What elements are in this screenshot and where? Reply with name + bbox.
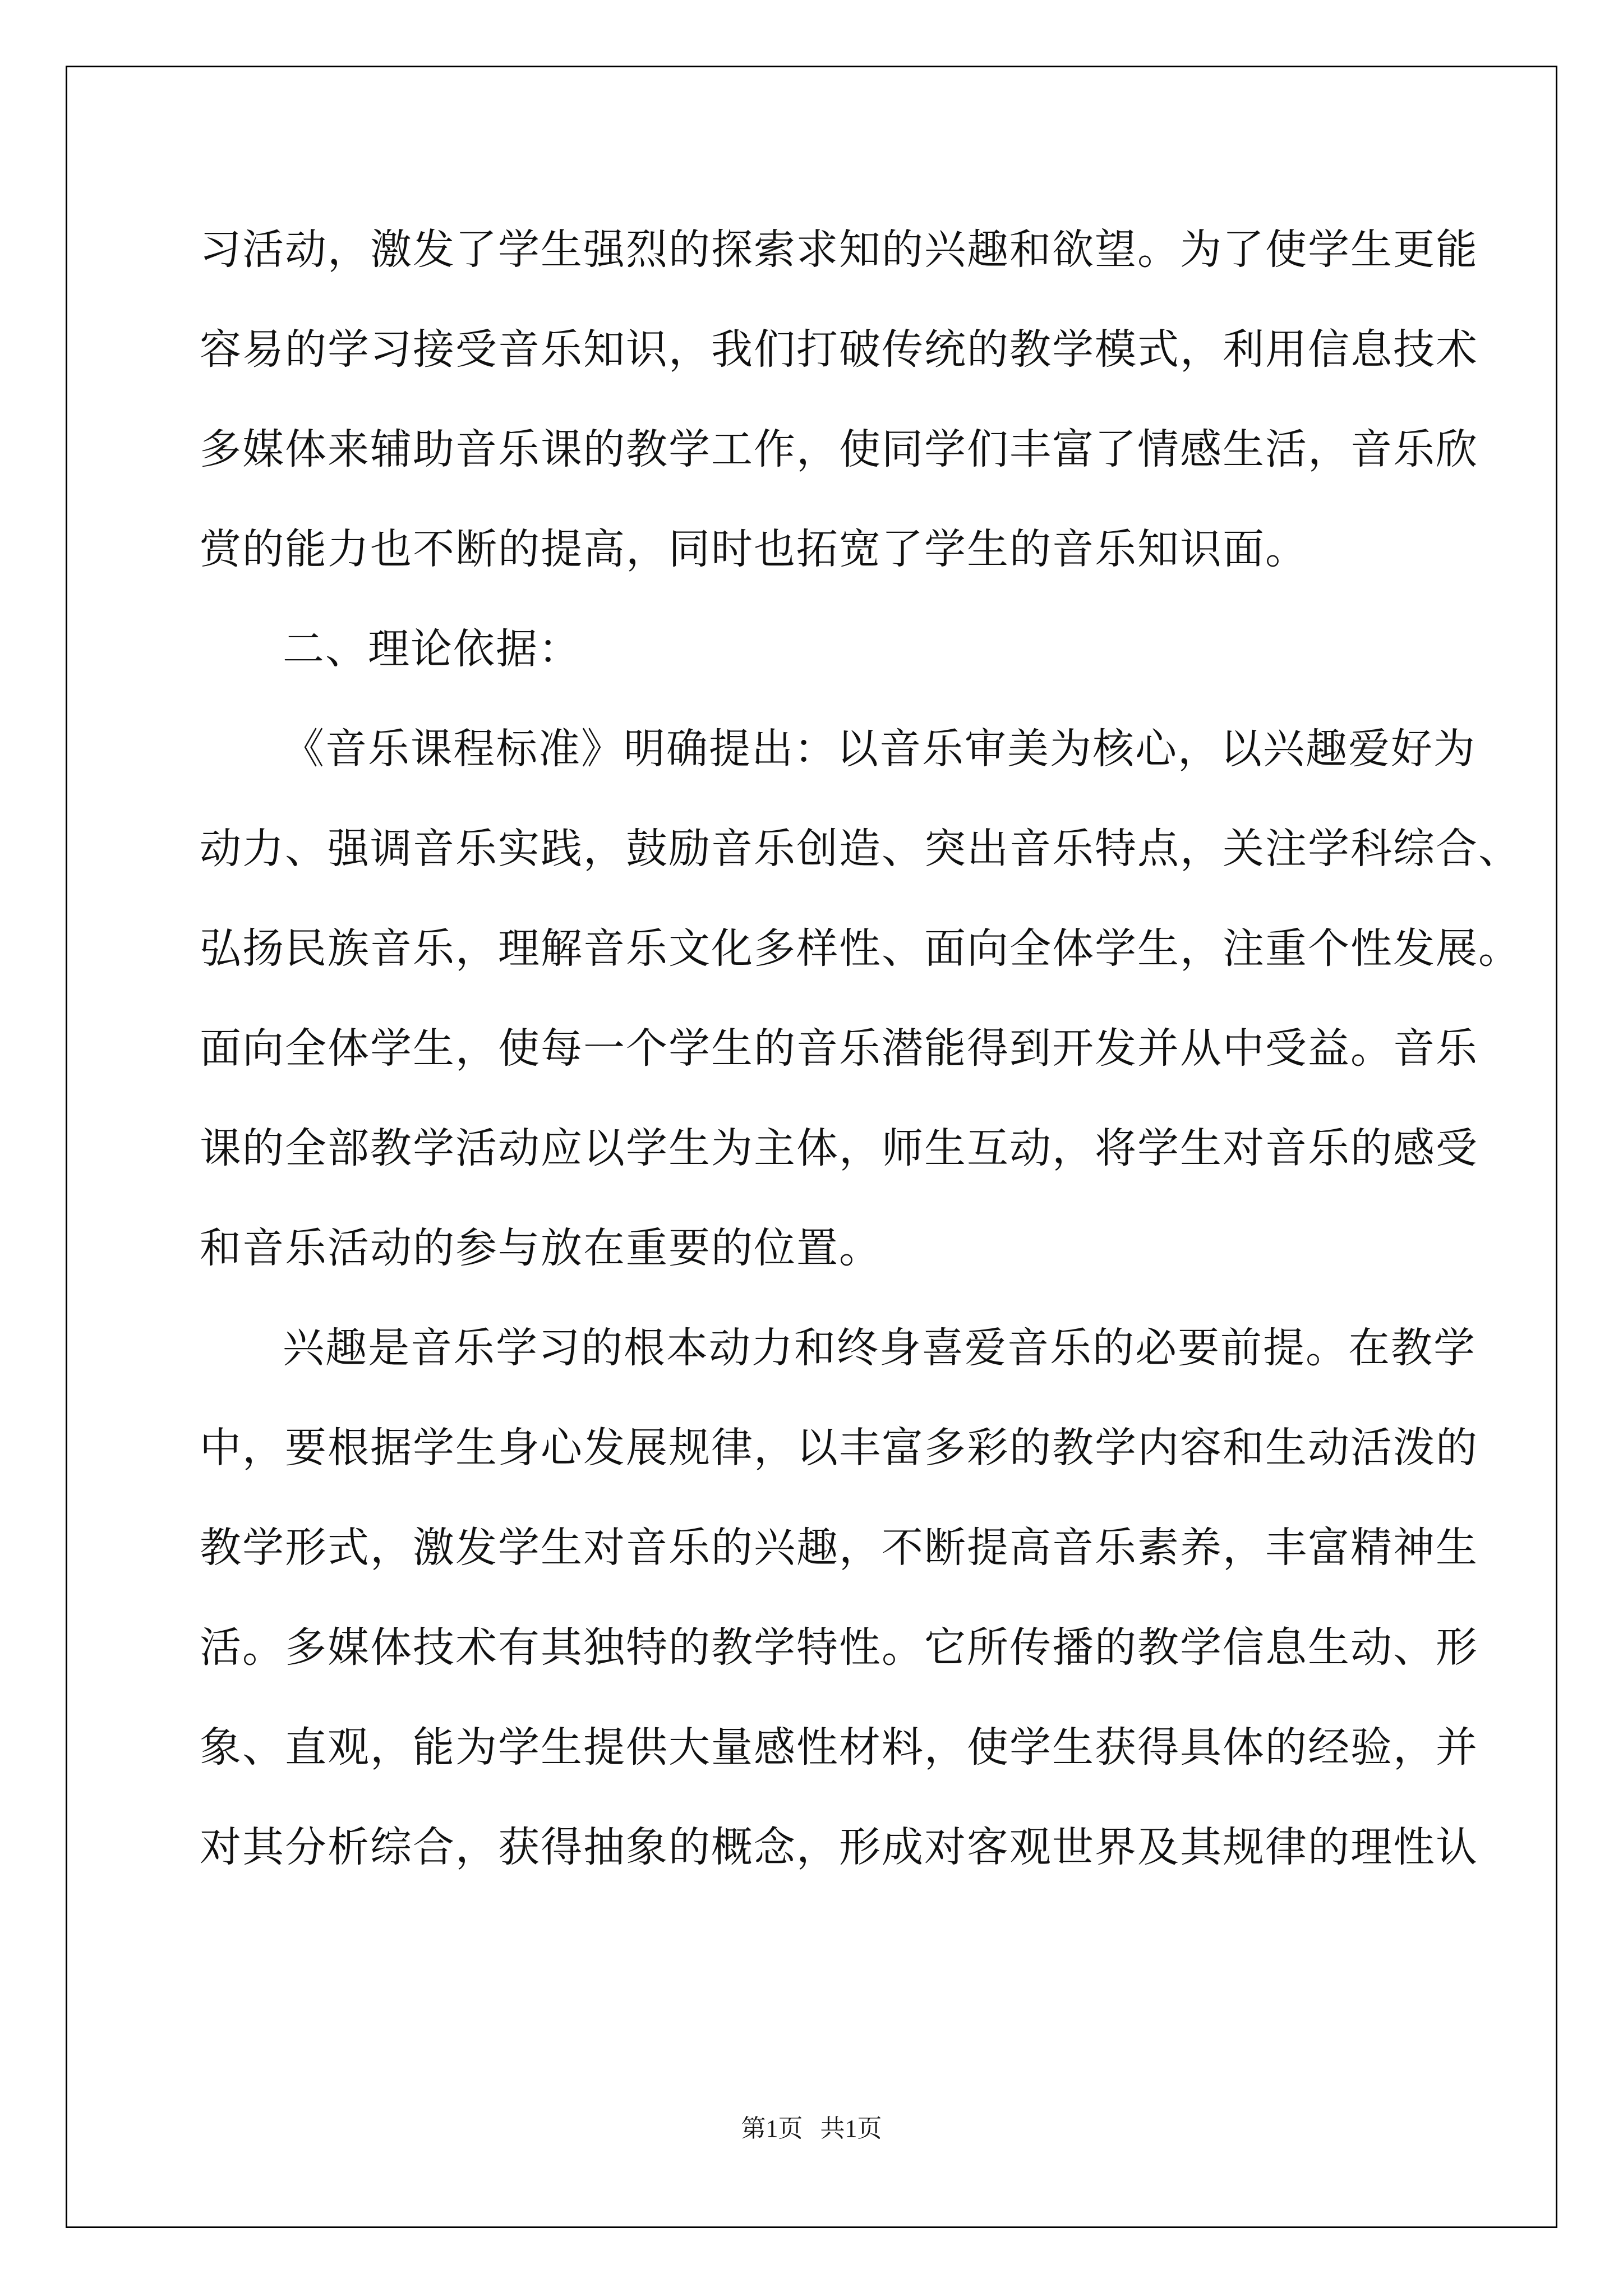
page-total: 共1页: [820, 2115, 882, 2142]
text-line: 赏的能力也不断的提高，同时也拓宽了学生的音乐知识面。: [200, 525, 1308, 573]
text-line: 中，要根据学生身心发展规律，以丰富多彩的教学内容和生动活泼的: [200, 1424, 1478, 1472]
text-line: 习活动，激发了学生强烈的探索求知的兴趣和欲望。为了使学生更能: [200, 226, 1478, 274]
text-line: 《音乐课程标准》明确提出：以音乐审美为核心，以兴趣爱好为: [283, 725, 1476, 773]
text-line: 多媒体来辅助音乐课的教学工作，使同学们丰富了情感生活，音乐欣: [200, 425, 1478, 473]
text-line: 容易的学习接受音乐知识，我们打破传统的教学模式，利用信息技术: [200, 325, 1478, 374]
text-line: 兴趣是音乐学习的根本动力和终身喜爱音乐的必要前提。在教学: [283, 1324, 1476, 1372]
section-heading: 二、理论依据：: [283, 625, 581, 673]
text-line: 教学形式，激发学生对音乐的兴趣，不断提高音乐素养，丰富精神生: [200, 1524, 1478, 1572]
text-line: 和音乐活动的参与放在重要的位置。: [200, 1224, 882, 1272]
text-line: 弘扬民族音乐，理解音乐文化多样性、面向全体学生，注重个性发展。: [200, 924, 1521, 973]
text-line: 象、直观，能为学生提供大量感性材料，使学生获得具体的经验，并: [200, 1723, 1478, 1772]
text-line: 活。多媒体技术有其独特的教学特性。它所传播的教学信息生动、形: [200, 1623, 1478, 1672]
page-number: 第1页: [741, 2115, 803, 2142]
page-footer: [0, 2112, 1623, 2146]
text-line: 对其分析综合，获得抽象的概念，形成对客观世界及其规律的理性认: [200, 1823, 1478, 1871]
text-line: 课的全部教学活动应以学生为主体，师生互动，将学生对音乐的感受: [200, 1124, 1478, 1172]
text-line: 面向全体学生，使每一个学生的音乐潜能得到开发并从中受益。音乐: [200, 1024, 1478, 1073]
text-line: 动力、强调音乐实践，鼓励音乐创造、突出音乐特点，关注学科综合、: [200, 825, 1521, 873]
